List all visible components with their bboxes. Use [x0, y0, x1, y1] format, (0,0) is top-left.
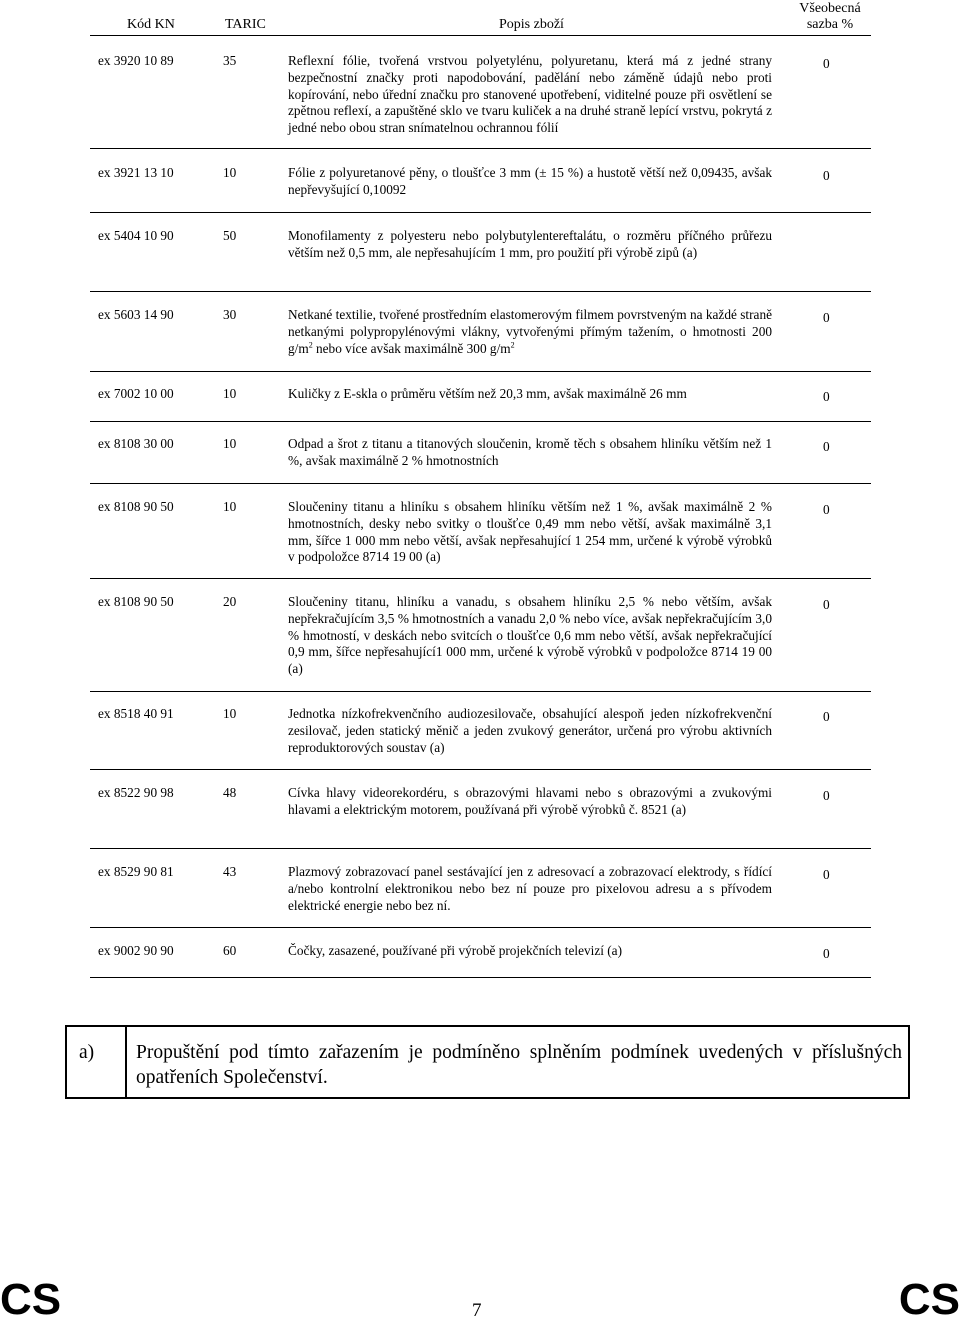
table-row — [90, 53, 871, 149]
row-kod: ex 8108 30 00 — [98, 436, 174, 451]
row-sazba: 0 — [823, 946, 830, 961]
header-sazba-line1: Všeobecná — [799, 1, 861, 16]
row-taric: 30 — [223, 307, 237, 322]
row-taric: 10 — [223, 386, 237, 401]
row-taric: 20 — [223, 594, 237, 609]
row-description — [288, 307, 772, 357]
table-row — [90, 706, 871, 770]
row-description: Cívka hlavy videorekordéru, s obrazovými hlavami nebo s obrazovými a zvukovými hlavami a elektrickým motorem, používaná při výrobě výrobků č. 8521 (a) — [288, 785, 772, 817]
table-row — [90, 594, 871, 692]
row-sazba: 0 — [823, 389, 830, 404]
header-popis: Popis zboží — [499, 17, 564, 32]
row-taric: 10 — [223, 706, 237, 721]
row-kod: ex 8108 90 50 — [98, 499, 174, 514]
table-row — [90, 943, 871, 978]
row-kod: ex 8108 90 50 — [98, 594, 174, 609]
row-sazba: 0 — [823, 788, 830, 803]
language-code-right: CS — [898, 1275, 960, 1324]
row-kod: ex 5404 10 90 — [98, 228, 174, 243]
row-taric: 10 — [223, 436, 237, 451]
row-sazba: 0 — [823, 310, 830, 325]
row-description: Plazmový zobrazovací panel sestávající jen z adresovací a zobrazovací elektrody, s řídící a/nebo kontrolní elektronikou nebo bez ní pouze pro pixelovou adresu a s přívodem elektrické energie nebo bez ní. — [288, 864, 772, 913]
row-sazba: 0 — [823, 867, 830, 882]
row-sazba: 0 — [823, 502, 830, 517]
language-code-left: CS — [0, 1275, 62, 1324]
row-description: Sloučeniny titanu, hliníku a vanadu, s obsahem hliníku 2,5 % nebo větším, avšak nepřekračujícím 3,5 % hmotnostních a vanadu 2,0 % nebo více, avšak nepřekračujícím 3,0 % hmotností, v deskách nebo svitcích o tloušťce 0,6 mm nebo větší, avšak nepřekračující 0,9 mm, šířce nepřesahující1 000 mm, určené k výrobě výrobků v podpoložce 8714 19 00 (a) — [288, 594, 772, 677]
header-sazba-line2: sazba % — [806, 17, 854, 32]
row-kod: ex 8529 90 81 — [98, 864, 174, 879]
footnote-text: Propuštění pod tímto zařazením je podmíněno splněním podmínek uvedených v příslušných opatřeních Společenství. — [136, 1042, 902, 1088]
table-row — [90, 386, 871, 422]
footnote-mark: a) — [67, 1027, 127, 1097]
row-kod: ex 3920 10 89 — [98, 53, 174, 68]
row-kod: ex 5603 14 90 — [98, 307, 174, 322]
row-description: Sloučeniny titanu a hliníku s obsahem hliníku větším než 1 %, avšak maximálně 2 % hmotnostních, desky nebo svitky o tloušťce 0,49 mm nebo větší, avšak maximálně 3,1 mm, šířce 1 000 mm nebo větší, avšak nepřesahující 1 254 mm, určené k výrobě výrobků v podpoložce 8714 19 00 (a) — [288, 499, 772, 565]
row-taric: 50 — [223, 228, 237, 243]
row-taric: 10 — [223, 499, 237, 514]
row-kod: ex 9002 90 90 — [98, 943, 174, 958]
row-kod: ex 8522 90 98 — [98, 785, 174, 800]
row-description: Odpad a šrot z titanu a titanových sloučenin, kromě těch s obsahem hliníku větším než 1 %, avšak maximálně 2 % hmotnostních — [288, 436, 772, 468]
row-description: Fólie z polyuretanové pěny, o tloušťce 3 mm (± 15 %) a hustotě větší než 0,09435, avšak nepřevyšující 0,10092 — [288, 165, 772, 197]
table-row — [90, 499, 871, 579]
row-description-part: Netkané textilie, tvořené prostředním elastomerovým filmem povrstveným na každé straně netkanými polypropylénovými vlákny, vytvořenými přímým tažením, o hmotnosti 200 g/m — [288, 307, 772, 356]
row-kod: ex 3921 13 10 — [98, 165, 174, 180]
row-description: Reflexní fólie, tvořená vrstvou polyetylénu, polyuretanu, která má z jedné strany bezpečnostní značky proti napodobování, padělání nebo záměně údajů nebo proti kopírování, nebo úřední značku pro stanovené upotřebení, viditelné pouze při osvětlení se zpětnou reflexí, a zapuštěné sklo ve tvaru kuliček a na druhé straně lepící vrstvu, pokrytá z jedné nebo obou stran snímatelnou ochrannou fólií — [288, 53, 772, 136]
row-description-part: nebo více avšak maximálně 300 g/m — [312, 340, 511, 356]
row-kod: ex 8518 40 91 — [98, 706, 174, 721]
header-kod-kn: Kód KN — [127, 17, 175, 32]
page-number: 7 — [472, 1300, 482, 1321]
row-description: Kuličky z E-skla o průměru větším než 20,3 mm, avšak maximálně 26 mm — [288, 386, 687, 401]
row-taric: 35 — [223, 53, 237, 68]
row-description: Monofilamenty z polyesteru nebo polybutylentereftalátu, o rozměru příčného průřezu větším než 0,5 mm, ale nepřesahujícím 1 mm, pro použití při výrobě zipů (a) — [288, 228, 772, 260]
row-sazba: 0 — [823, 56, 830, 71]
header-sazba — [790, 1, 870, 33]
table-row — [90, 165, 871, 213]
superscript: 2 — [308, 340, 313, 350]
footnote — [65, 1025, 910, 1099]
row-kod: ex 7002 10 00 — [98, 386, 174, 401]
table-row — [90, 436, 871, 484]
superscript: 2 — [510, 340, 515, 350]
row-sazba: 0 — [823, 168, 830, 183]
table-row — [90, 307, 871, 372]
header-taric: TARIC — [225, 17, 266, 32]
row-taric: 10 — [223, 165, 237, 180]
table-row — [90, 228, 871, 292]
table-header — [90, 0, 871, 36]
row-taric: 43 — [223, 864, 237, 879]
row-taric: 60 — [223, 943, 237, 958]
row-description: Jednotka nízkofrekvenčního audiozesilovače, obsahující alespoň jeden nízkofrekvenční zesilovač, jeden statický měnič a jeden zvukový generátor, určená pro výrobu aktivních reproduktorových soustav (a) — [288, 706, 772, 755]
row-sazba: 0 — [823, 597, 830, 612]
table-row — [90, 864, 871, 928]
row-description: Čočky, zasazené, používané při výrobě projekčních televizí (a) — [288, 943, 622, 958]
row-sazba: 0 — [823, 439, 830, 454]
table-row — [90, 785, 871, 849]
row-sazba: 0 — [823, 709, 830, 724]
row-taric: 48 — [223, 785, 237, 800]
